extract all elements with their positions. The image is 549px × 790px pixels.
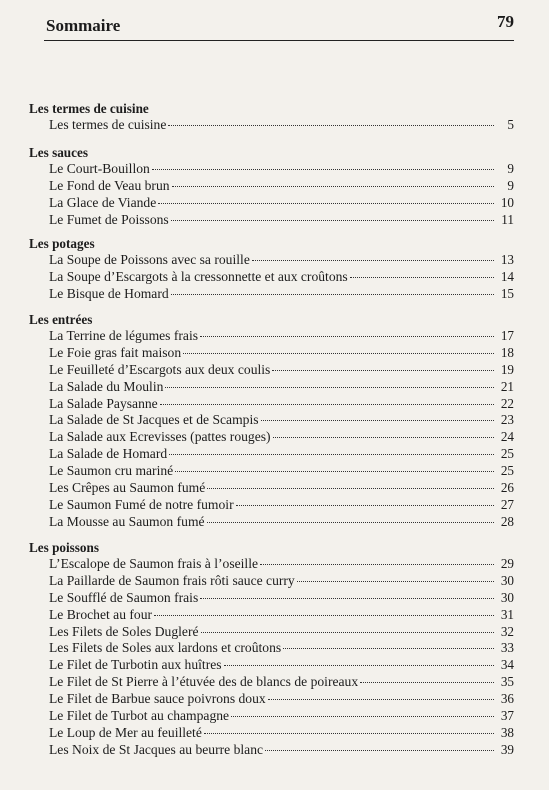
header-rule bbox=[44, 40, 514, 41]
toc-entry bbox=[29, 640, 514, 657]
toc-section bbox=[29, 236, 514, 303]
entry-title: Le Filet de Turbot au champagne bbox=[49, 708, 230, 724]
toc-section bbox=[29, 145, 514, 229]
entry-page-number: 30 bbox=[500, 589, 514, 605]
entry-title: La Terrine de légumes frais bbox=[49, 328, 199, 343]
dot-leader bbox=[169, 454, 494, 455]
entry-page-number: 9 bbox=[507, 177, 514, 193]
toc-entry bbox=[29, 446, 514, 463]
entry-page-number: 28 bbox=[500, 513, 514, 529]
toc-entry bbox=[29, 328, 514, 345]
dot-leader bbox=[183, 353, 494, 354]
dot-leader bbox=[360, 682, 494, 683]
entry-page-number: 25 bbox=[500, 446, 514, 462]
entry-page-number: 25 bbox=[500, 463, 514, 479]
toc-entry bbox=[29, 345, 514, 362]
toc-section bbox=[29, 312, 514, 531]
entry-title: Les Filets de Soles aux lardons et croûtons bbox=[49, 640, 282, 656]
entry-page-number: 31 bbox=[500, 606, 514, 622]
dot-leader bbox=[168, 125, 494, 126]
dot-leader bbox=[224, 665, 494, 666]
toc-entry bbox=[29, 590, 514, 607]
toc-entry bbox=[29, 725, 514, 742]
toc-entry bbox=[29, 674, 514, 691]
dot-leader bbox=[200, 336, 494, 337]
entry-page-number: 36 bbox=[500, 691, 514, 707]
dot-leader bbox=[172, 186, 494, 187]
dot-leader bbox=[201, 632, 494, 633]
toc-entry bbox=[29, 691, 514, 708]
section-title: Les sauces bbox=[29, 145, 88, 160]
dot-leader bbox=[152, 169, 494, 170]
entry-page-number: 17 bbox=[500, 328, 514, 343]
entry-title: Le Court-Bouillon bbox=[49, 161, 150, 176]
dot-leader bbox=[283, 648, 494, 649]
toc-entry bbox=[29, 379, 514, 396]
entry-page-number: 10 bbox=[500, 194, 514, 210]
entry-page-number: 18 bbox=[500, 344, 514, 360]
entry-title: L’Escalope de Saumon frais à l’oseille bbox=[49, 556, 259, 571]
dot-leader bbox=[171, 294, 494, 295]
entry-title: La Salade Paysanne bbox=[49, 395, 158, 411]
entry-title: Le Fond de Veau brun bbox=[49, 177, 170, 193]
toc-entry bbox=[29, 212, 514, 229]
entry-page-number: 38 bbox=[500, 724, 514, 740]
dot-leader bbox=[204, 733, 494, 734]
dot-leader bbox=[260, 564, 494, 565]
entry-page-number: 33 bbox=[500, 640, 514, 656]
dot-leader bbox=[236, 505, 494, 506]
toc-entry bbox=[29, 480, 514, 497]
toc-entry bbox=[29, 742, 514, 759]
entry-title: Le Brochet au four bbox=[49, 606, 153, 622]
toc-entry bbox=[29, 556, 514, 573]
toc-entry bbox=[29, 161, 514, 178]
dot-leader bbox=[175, 471, 494, 472]
section-title: Les termes de cuisine bbox=[29, 101, 149, 116]
entry-title: La Mousse au Saumon fumé bbox=[49, 513, 205, 529]
toc-entry bbox=[29, 269, 514, 286]
dot-leader bbox=[171, 220, 494, 221]
toc-entry bbox=[29, 252, 514, 269]
entry-title: La Paillarde de Saumon frais rôti sauce curry bbox=[49, 572, 295, 588]
entry-page-number: 5 bbox=[507, 117, 514, 132]
toc-entry bbox=[29, 624, 514, 641]
entry-page-number: 30 bbox=[500, 572, 514, 588]
entry-page-number: 11 bbox=[501, 211, 514, 227]
toc-entry bbox=[29, 514, 514, 531]
toc-entry bbox=[29, 195, 514, 212]
entry-page-number: 22 bbox=[500, 395, 514, 411]
entry-title: Le Fumet de Poissons bbox=[49, 211, 169, 227]
dot-leader bbox=[252, 260, 494, 261]
dot-leader bbox=[231, 716, 494, 717]
entry-title: La Salade du Moulin bbox=[49, 378, 164, 394]
toc-entry bbox=[29, 429, 514, 446]
page-number: 79 bbox=[497, 12, 514, 31]
entry-page-number: 14 bbox=[500, 268, 514, 284]
toc-entry bbox=[29, 657, 514, 674]
dot-leader bbox=[350, 277, 494, 278]
toc-entry bbox=[29, 117, 514, 134]
entry-page-number: 27 bbox=[500, 496, 514, 512]
dot-leader bbox=[200, 598, 494, 599]
entry-title: Le Bisque de Homard bbox=[49, 285, 169, 301]
toc-entry bbox=[29, 396, 514, 413]
entry-title: Le Saumon cru mariné bbox=[49, 463, 174, 479]
dot-leader bbox=[261, 420, 494, 421]
toc-entry bbox=[29, 463, 514, 480]
entry-page-number: 21 bbox=[500, 378, 514, 394]
entry-title: Le Feuilleté d’Escargots aux deux coulis bbox=[49, 361, 271, 377]
entry-title: Le Saumon Fumé de notre fumoir bbox=[49, 496, 234, 512]
entry-page-number: 24 bbox=[500, 429, 514, 445]
page-title: Sommaire bbox=[46, 16, 121, 35]
entry-title: Le Loup de Mer au feuilleté bbox=[49, 724, 202, 740]
dot-leader bbox=[297, 581, 494, 582]
entry-page-number: 34 bbox=[500, 657, 514, 673]
entry-title: La Salade de Homard bbox=[49, 446, 168, 462]
toc-entry bbox=[29, 412, 514, 429]
entry-title: La Soupe d’Escargots à la cressonnette et aux croûtons bbox=[49, 268, 348, 284]
toc-entry bbox=[29, 708, 514, 725]
page-header bbox=[44, 12, 514, 40]
toc-entry bbox=[29, 178, 514, 195]
entry-title: La Glace de Viande bbox=[49, 194, 157, 210]
dot-leader bbox=[268, 699, 494, 700]
toc-section bbox=[29, 101, 514, 134]
entry-title: Les termes de cuisine bbox=[49, 117, 167, 132]
entry-title: Le Soufflé de Saumon frais bbox=[49, 589, 199, 605]
dot-leader bbox=[272, 370, 494, 371]
dot-leader bbox=[273, 437, 494, 438]
section-title: Les poissons bbox=[29, 540, 99, 555]
entry-page-number: 23 bbox=[500, 412, 514, 428]
dot-leader bbox=[154, 615, 494, 616]
section-title: Les entrées bbox=[29, 312, 93, 327]
toc-section bbox=[29, 540, 514, 759]
entry-page-number: 39 bbox=[500, 741, 514, 757]
entry-title: Le Foie gras fait maison bbox=[49, 344, 182, 360]
toc-entry bbox=[29, 573, 514, 590]
entry-page-number: 19 bbox=[500, 361, 514, 377]
entry-page-number: 15 bbox=[500, 285, 514, 301]
entry-title: Le Filet de Turbotin aux huîtres bbox=[49, 657, 222, 673]
toc-entry bbox=[29, 362, 514, 379]
entry-title: Les Noix de St Jacques au beurre blanc bbox=[49, 741, 264, 757]
dot-leader bbox=[160, 404, 494, 405]
entry-title: La Salade de St Jacques et de Scampis bbox=[49, 412, 259, 428]
toc-entry bbox=[29, 497, 514, 514]
toc-entry bbox=[29, 286, 514, 303]
entry-page-number: 37 bbox=[500, 708, 514, 724]
entry-title: Le Filet de Barbue sauce poivrons doux bbox=[49, 691, 266, 707]
entry-page-number: 29 bbox=[500, 556, 514, 571]
entry-title: Les Crêpes au Saumon fumé bbox=[49, 480, 206, 496]
section-title: Les potages bbox=[29, 236, 95, 251]
dot-leader bbox=[165, 387, 494, 388]
entry-title: La Soupe de Poissons avec sa rouille bbox=[49, 252, 250, 267]
entry-page-number: 13 bbox=[500, 252, 514, 267]
dot-leader bbox=[158, 203, 494, 204]
dot-leader bbox=[207, 522, 494, 523]
entry-page-number: 35 bbox=[500, 674, 514, 690]
dot-leader bbox=[207, 488, 494, 489]
entry-title: Les Filets de Soles Dugleré bbox=[49, 623, 199, 639]
entry-page-number: 26 bbox=[500, 480, 514, 496]
entry-title: La Salade aux Ecrevisses (pattes rouges) bbox=[49, 429, 271, 445]
entry-page-number: 32 bbox=[500, 623, 514, 639]
entry-page-number: 9 bbox=[507, 161, 514, 176]
entry-title: Le Filet de St Pierre à l’étuvée des de blancs de poireaux bbox=[49, 674, 359, 690]
dot-leader bbox=[265, 750, 494, 751]
toc-entry bbox=[29, 607, 514, 624]
